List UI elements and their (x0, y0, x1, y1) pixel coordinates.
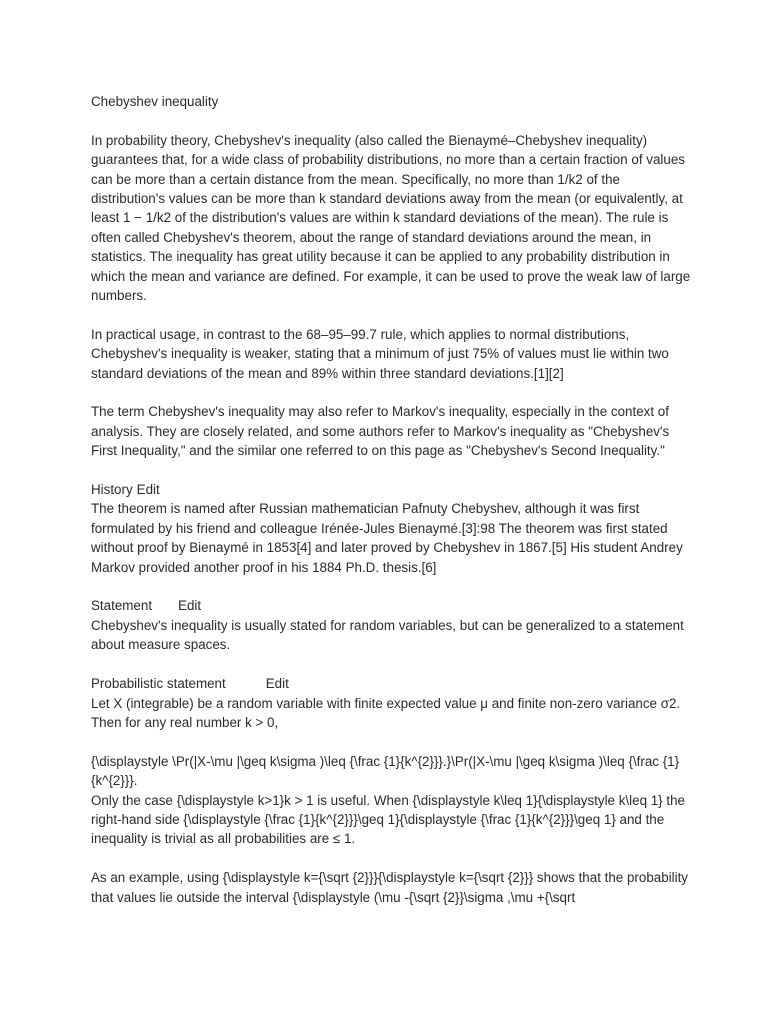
intro-paragraph-3: The term Chebyshev's inequality may also refer to Markov's inequality, especially in the context of analysis. They are closely related, and some authors refer to Markov's inequality as "Chebyshev's First Inequality," and the similar one referred to on this page as "Chebyshev's Second Inequality." (91, 404, 670, 459)
history-paragraph: The theorem is named after Russian mathematician Pafnuty Chebyshev, although it was first formulated by his friend and colleague Irénée-Jules Bienaymé.[3]:98 The theorem was first stated without proof by Bienaymé in 1853[4] and later proved by Chebyshev in 1867.[5] His student Andrey Markov provided another proof in his 1884 Ph.D. thesis.[6] (91, 501, 683, 575)
probabilistic-paragraph-2: Only the case {\displaystyle k>1}k > 1 is useful. When {\displaystyle k\leq 1}{\displaystyle k\leq 1} the right-hand side {\displaystyle {\frac {1}{k^{2}}}\geq 1}{\displaystyle {\frac {1}{k^{2}}}\geq 1} and the inequality is trivial as all probabilities are ≤ 1. (91, 792, 685, 847)
probabilistic-paragraph-1: Let X (integrable) be a random variable with finite expected value μ and finite non-zero variance σ2. Then for any real number k > 0, (91, 695, 681, 730)
page-title: Chebyshev inequality (91, 94, 219, 109)
statement-paragraph: Chebyshev's inequality is usually stated for random variables, but can be generalized to a statement about measure spaces. (91, 617, 684, 653)
probabilistic-paragraph-3: As an example, using {\displaystyle k={\sqrt {2}}}{\displaystyle k={\sqrt {2}}} shows that the probability that values lie outside the interval {\displaystyle (\mu -{\sqrt {2}}\sigma ,\mu +{\sqrt (91, 870, 689, 905)
statement-heading (91, 596, 691, 615)
history-heading-label: History (91, 482, 133, 498)
document-page (91, 92, 691, 907)
probabilistic-heading-label: Probabilistic statement (91, 676, 226, 692)
intro-paragraph-1: In probability theory, Chebyshev's inequality (also called the Bienaymé–Chebyshev inequality) guarantees that, for a wide class of probability distributions, no more than a certain fraction of values can be more than a certain distance from the mean. Specifically, no more than 1/k2 of the distribution's values can be more than k standard deviations away from the mean (or equivalently, at least 1 − 1/k2 of the distribution's values are within k standard deviations of the mean). The rule is often called Chebyshev's theorem, about the range of standard deviations around the mean, in statistics. The inequality has great utility because it can be applied to any probability distribution in which the mean and variance are defined. For example, it can be used to prove the weak law of large numbers. (91, 132, 691, 304)
intro-paragraph-2: In practical usage, in contrast to the 68–95–99.7 rule, which applies to normal distributions, Chebyshev's inequality is weaker, stating that a minimum of just 75% of values must lie within two standard deviations of the mean and 89% within three standard deviations.[1][2] (91, 326, 669, 381)
probabilistic-heading (91, 674, 691, 693)
probabilistic-edit-link[interactable]: Edit (265, 676, 289, 692)
statement-heading-label: Statement (91, 598, 153, 614)
history-edit-link[interactable]: Edit (136, 482, 160, 498)
history-heading (91, 480, 691, 499)
chebyshev-formula: {\displaystyle \Pr(|X-\mu |\geq k\sigma )\leq {\frac {1}{k^{2}}}.}\Pr(|X-\mu |\geq k\sigma )\leq {\frac {1}{k^{2}}}. (91, 753, 680, 789)
statement-edit-link[interactable]: Edit (178, 598, 202, 614)
